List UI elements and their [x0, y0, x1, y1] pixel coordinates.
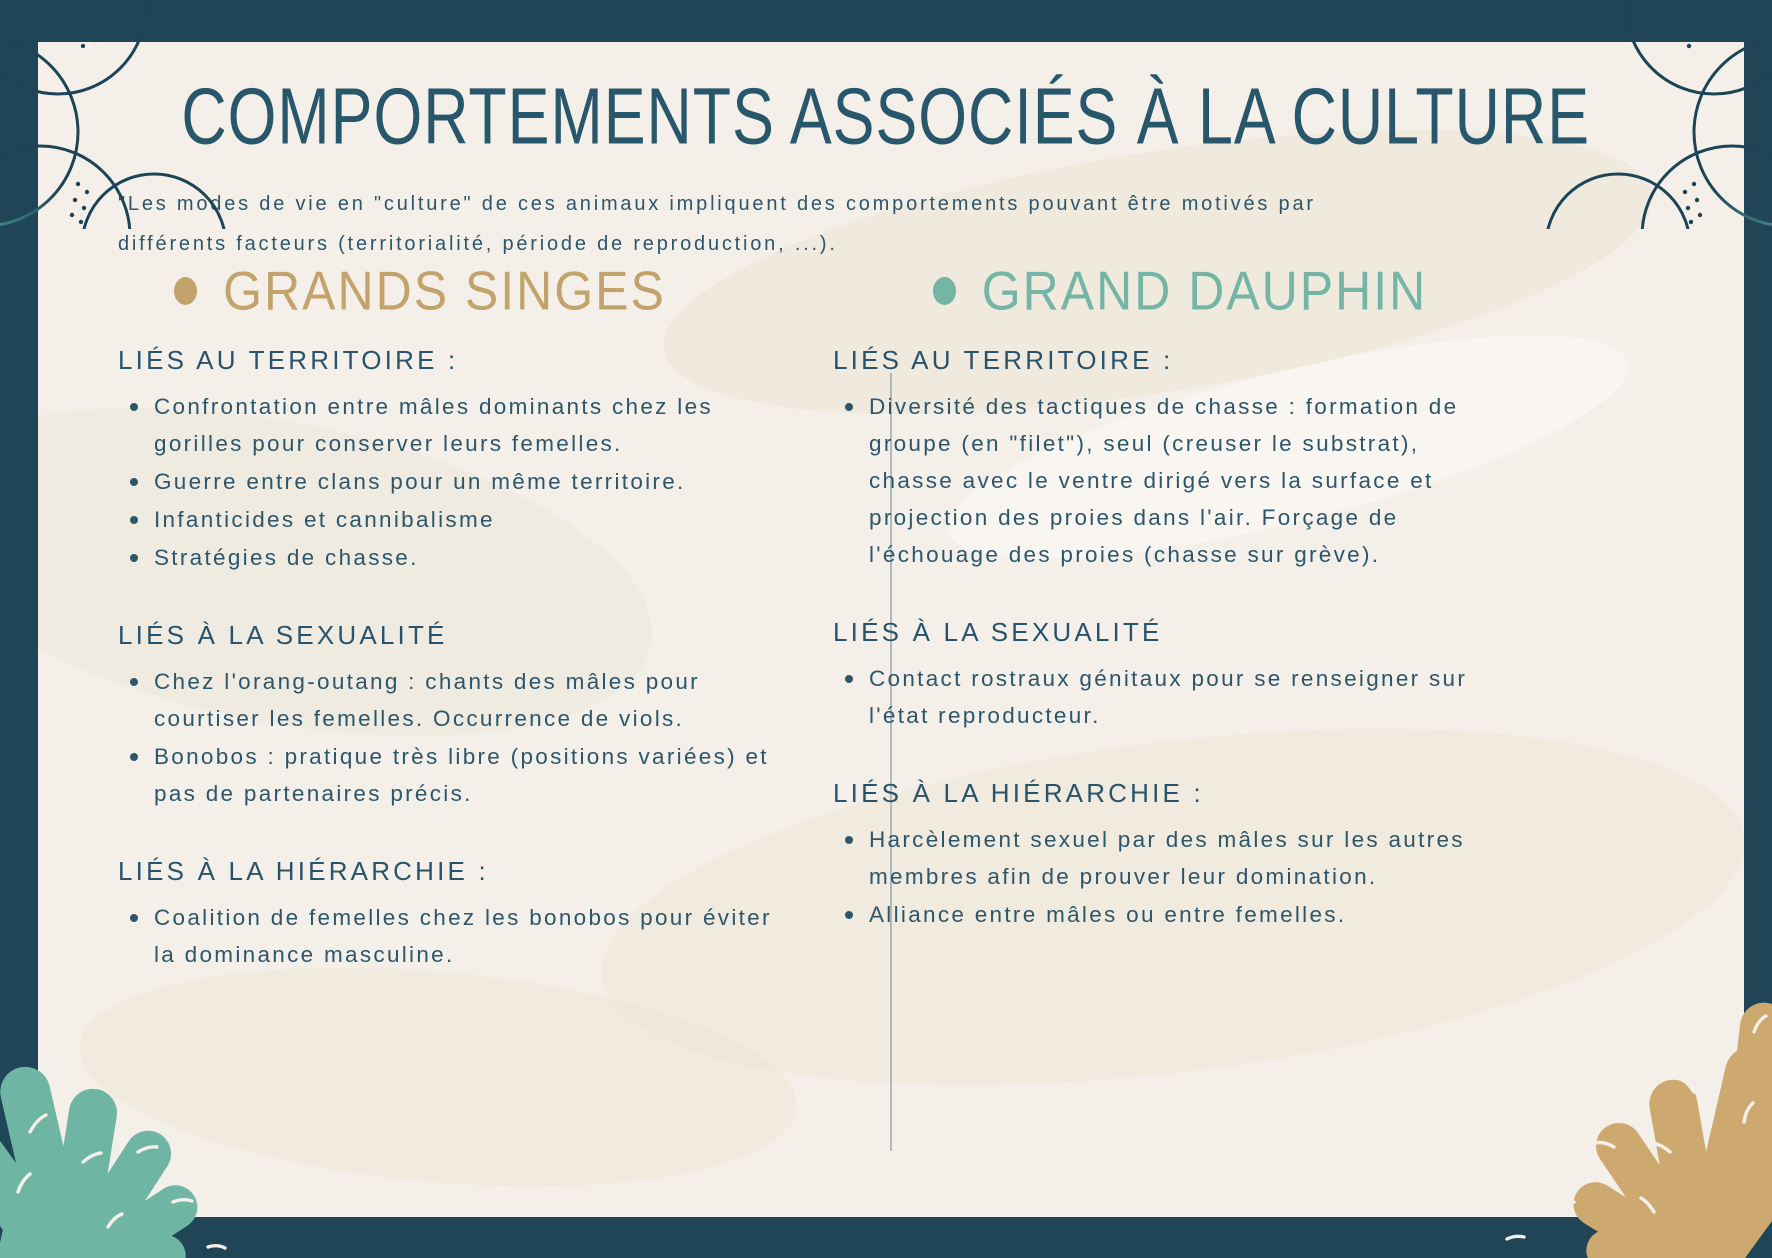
column-heading-label: GRAND DAUPHIN: [981, 260, 1428, 322]
section-territoire: [833, 345, 1505, 573]
bullet-list: [833, 388, 1505, 573]
list-item: Alliance entre mâles ou entre femelles.: [833, 896, 1505, 933]
bullet-list: [118, 388, 786, 576]
column-heading-grands-singes: [128, 262, 712, 320]
section-hierarchie: [833, 778, 1505, 933]
list-item: Coalition de femelles chez les bonobos pour éviter la dominance masculine.: [118, 899, 786, 973]
column-grands-singes: [118, 345, 786, 1017]
bullet-list: [833, 660, 1505, 734]
bullet-list: [118, 663, 786, 812]
section-title: LIÉS À LA SEXUALITÉ: [118, 620, 448, 650]
column-grand-dauphin: [833, 345, 1505, 977]
bullet-list: [118, 899, 786, 973]
bullet-dot-icon: [933, 277, 956, 305]
list-item: Bonobos : pratique très libre (positions variées) et pas de partenaires précis.: [118, 738, 786, 812]
list-item: Stratégies de chasse.: [118, 539, 786, 576]
section-territoire: [118, 345, 786, 576]
bullet-dot-icon: [174, 277, 197, 305]
section-title: LIÉS AU TERRITOIRE :: [118, 345, 459, 375]
section-hierarchie: [118, 856, 786, 973]
section-sexualite: [118, 620, 786, 812]
list-item: Harcèlement sexuel par des mâles sur les autres membres afin de prouver leur domination.: [833, 821, 1505, 895]
subtitle-line: "Les modes de vie en "culture" de ces animaux impliquent des comportements pouvant être motivés par: [118, 193, 1316, 215]
subtitle: [118, 184, 1488, 264]
list-item: Chez l'orang-outang : chants des mâles pour courtiser les femelles. Occurrence de viols.: [118, 663, 786, 737]
column-heading-label: GRANDS SINGES: [223, 260, 666, 322]
section-title: LIÉS AU TERRITOIRE :: [833, 345, 1174, 375]
subtitle-line: différents facteurs (territorialité, période de reproduction, ...).: [118, 233, 838, 255]
section-title: LIÉS À LA HIÉRARCHIE :: [833, 778, 1204, 808]
list-item: Guerre entre clans pour un même territoire.: [118, 463, 786, 500]
section-sexualite: [833, 617, 1505, 734]
page-title: COMPORTEMENTS ASSOCIÉS À LA CULTURE: [181, 71, 1591, 161]
list-item: Contact rostraux génitaux pour se renseigner sur l'état reproducteur.: [833, 660, 1505, 734]
section-title: LIÉS À LA SEXUALITÉ: [833, 617, 1163, 647]
section-title: LIÉS À LA HIÉRARCHIE :: [118, 856, 489, 886]
list-item: Confrontation entre mâles dominants chez les gorilles pour conserver leurs femelles.: [118, 388, 786, 462]
list-item: Diversité des tactiques de chasse : formation de groupe (en "filet"), seul (creuser le substrat), chasse avec le ventre dirigé vers la surface et projection des proies dans l'air. Forçage de l'échouage des proies (chasse sur grève).: [833, 388, 1505, 573]
bullet-list: [833, 821, 1505, 933]
list-item: Infanticides et cannibalisme: [118, 501, 786, 538]
column-heading-grand-dauphin: [868, 262, 1492, 320]
